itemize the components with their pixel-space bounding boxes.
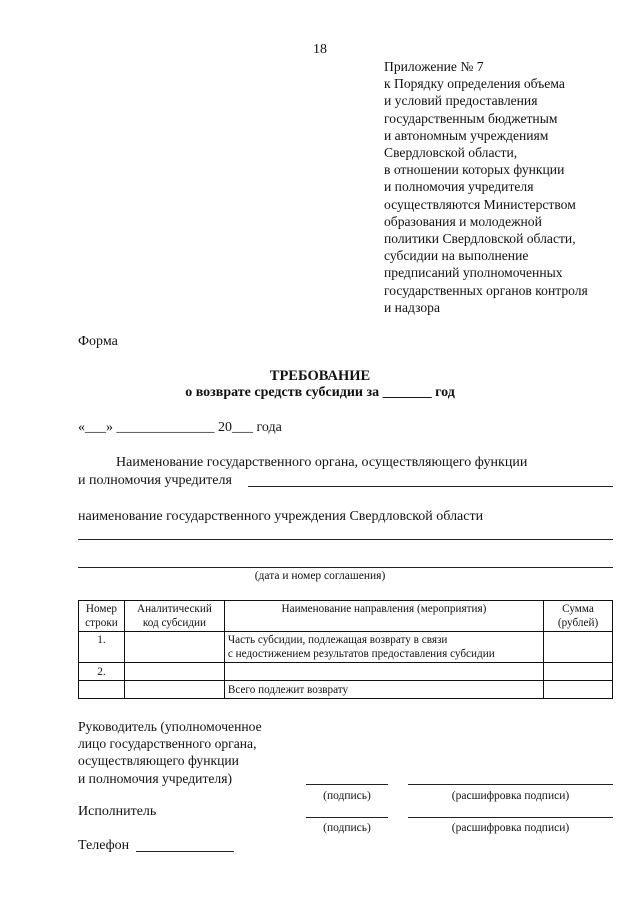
form-label: Форма: [78, 334, 118, 349]
header-text: (рублей): [557, 617, 599, 629]
agreement-caption: (дата и номер соглашения): [254, 570, 386, 582]
appendix-line: субсидии на выполнение: [384, 248, 529, 264]
header-text: Номер: [85, 603, 118, 615]
appendix-line: и полномочия учредителя: [384, 179, 534, 195]
decode-caption: (расшифровка подписи): [451, 822, 570, 834]
date-line: «___» ______________ 20___ года: [78, 420, 282, 435]
appendix-line: и надзора: [384, 299, 440, 315]
executor-label: Исполнитель: [78, 804, 157, 819]
row-number-cell: 1.: [79, 632, 125, 663]
institution-field-line[interactable]: [78, 539, 613, 540]
table-row: [79, 663, 613, 681]
appendix-line: к Порядку определения объема: [384, 76, 565, 92]
row-number-cell: 2.: [79, 663, 125, 681]
gov-body-field[interactable]: [248, 486, 613, 487]
page-number: 18: [313, 42, 327, 57]
head-signatory-label: [78, 718, 262, 787]
direction-cell[interactable]: [224, 663, 543, 681]
header-amount: [544, 601, 613, 632]
head-signature-field[interactable]: [306, 784, 388, 785]
appendix-line: государственным бюджетным: [384, 110, 558, 126]
appendix-line: государственных органов контроля: [384, 282, 588, 298]
direction-text: с недостижением результатов предоставления субсидии: [227, 648, 495, 660]
appendix-line: в отношении которых функции: [384, 162, 565, 178]
document-subtitle: о возврате средств субсидии за _______ год: [185, 385, 455, 400]
appendix-line: образования и молодежной: [384, 213, 542, 229]
head-signatory-line: лицо государственного органа,: [78, 736, 257, 752]
head-signatory-line: Руководитель (уполномоченное: [78, 719, 262, 734]
appendix-line: осуществляются Министерством: [384, 196, 576, 212]
signature-caption: (подпись): [323, 790, 371, 802]
phone-label: Телефон: [78, 838, 130, 853]
decode-caption: (расшифровка подписи): [451, 790, 570, 802]
header-text: строки: [85, 617, 118, 629]
head-signatory-line: осуществляющего функции: [78, 753, 239, 769]
direction-cell: [224, 632, 543, 663]
appendix-block: [384, 58, 634, 316]
amount-cell[interactable]: [544, 663, 613, 681]
subsidy-return-table: [78, 600, 613, 699]
table-total-row: [79, 681, 613, 699]
head-name-field[interactable]: [408, 784, 613, 785]
header-text: Аналитический: [137, 603, 212, 615]
gov-body-label-line2: и полномочия учредителя: [78, 473, 232, 488]
analytic-code-cell[interactable]: [124, 632, 224, 663]
appendix-line: и условий предоставления: [384, 93, 538, 109]
agreement-field-line[interactable]: [78, 567, 613, 568]
header-text: код субсидии: [142, 617, 207, 629]
header-direction: Наименование направления (мероприятия): [224, 601, 543, 632]
executor-signature-field[interactable]: [306, 817, 388, 818]
appendix-line: Приложение № 7: [384, 59, 484, 74]
header-row-number: [79, 601, 125, 632]
analytic-code-cell: [124, 681, 224, 699]
table-header-row: [79, 601, 613, 632]
amount-cell[interactable]: [544, 632, 613, 663]
total-label-cell: Всего подлежит возврату: [224, 681, 543, 699]
appendix-line: предписаний уполномоченных: [384, 265, 563, 281]
appendix-line: Свердловской области,: [384, 145, 518, 161]
appendix-line: политики Свердловской области,: [384, 231, 576, 247]
head-signatory-line: и полномочия учредителя): [78, 770, 232, 786]
row-number-cell: [79, 681, 125, 699]
signature-caption: (подпись): [323, 822, 371, 834]
document-title: ТРЕБОВАНИЕ: [269, 368, 371, 384]
direction-text: Часть субсидии, подлежащая возврату в связи: [227, 634, 448, 646]
analytic-code-cell[interactable]: [124, 663, 224, 681]
gov-body-label-line1: Наименование государственного органа, осуществляющего функции: [116, 455, 528, 470]
executor-name-field[interactable]: [408, 817, 613, 818]
header-analytic-code: [124, 601, 224, 632]
institution-label: наименование государственного учреждения Свердловской области: [78, 509, 484, 524]
phone-field[interactable]: [136, 851, 234, 852]
header-text: Сумма: [562, 603, 594, 615]
table-row: [79, 632, 613, 663]
total-amount-cell[interactable]: [544, 681, 613, 699]
appendix-line: и автономным учреждениям: [384, 127, 549, 143]
